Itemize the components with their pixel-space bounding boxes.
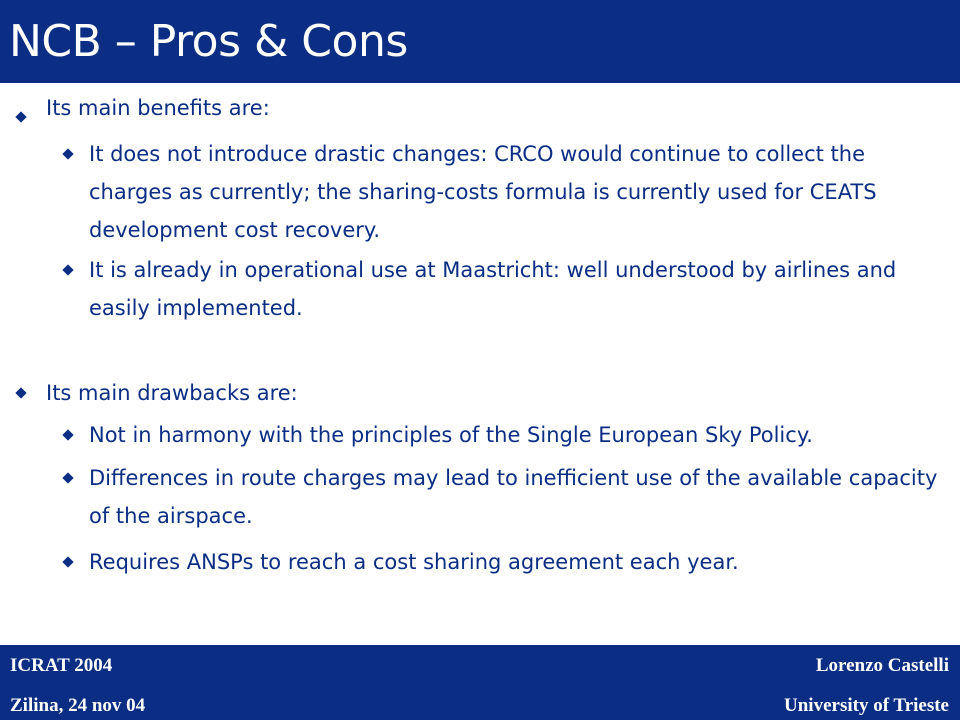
diamond-bullet-icon xyxy=(62,264,73,275)
slide-content xyxy=(0,83,960,643)
drawback-item: Requires ANSPs to reach a cost sharing agreement each year. xyxy=(89,550,739,574)
drawback-item: Not in harmony with the principles of the Single European Sky Policy. xyxy=(89,423,813,447)
diamond-bullet-icon xyxy=(62,429,73,440)
diamond-bullet-icon xyxy=(62,556,73,567)
slide-title: NCB – Pros & Cons xyxy=(9,16,408,67)
footer-bar xyxy=(0,645,960,720)
drawback-item: Differences in route charges may lead to inefficient use of the available capacity of the airspace. xyxy=(89,466,938,528)
author-name: Lorenzo Castelli xyxy=(815,655,949,676)
benefit-item: It is already in operational use at Maastricht: well understood by airlines and easily implemented. xyxy=(89,258,897,320)
place-date: Zilina, 24 nov 04 xyxy=(10,695,146,716)
title-bar xyxy=(0,0,960,83)
conference-name: ICRAT 2004 xyxy=(10,655,113,676)
affiliation: University of Trieste xyxy=(784,695,949,716)
benefit-item: It does not introduce drastic changes: CRCO would continue to collect the charges as currently; the sharing-costs formula is currently used for CEATS development cost recovery. xyxy=(89,142,877,242)
diamond-bullet-icon xyxy=(62,472,73,483)
diamond-bullet-icon xyxy=(62,148,73,159)
drawbacks-heading: Its main drawbacks are: xyxy=(46,381,298,405)
diamond-bullet-icon xyxy=(15,111,26,122)
benefits-heading: Its main benefits are: xyxy=(46,96,270,120)
diamond-bullet-icon xyxy=(15,387,26,398)
